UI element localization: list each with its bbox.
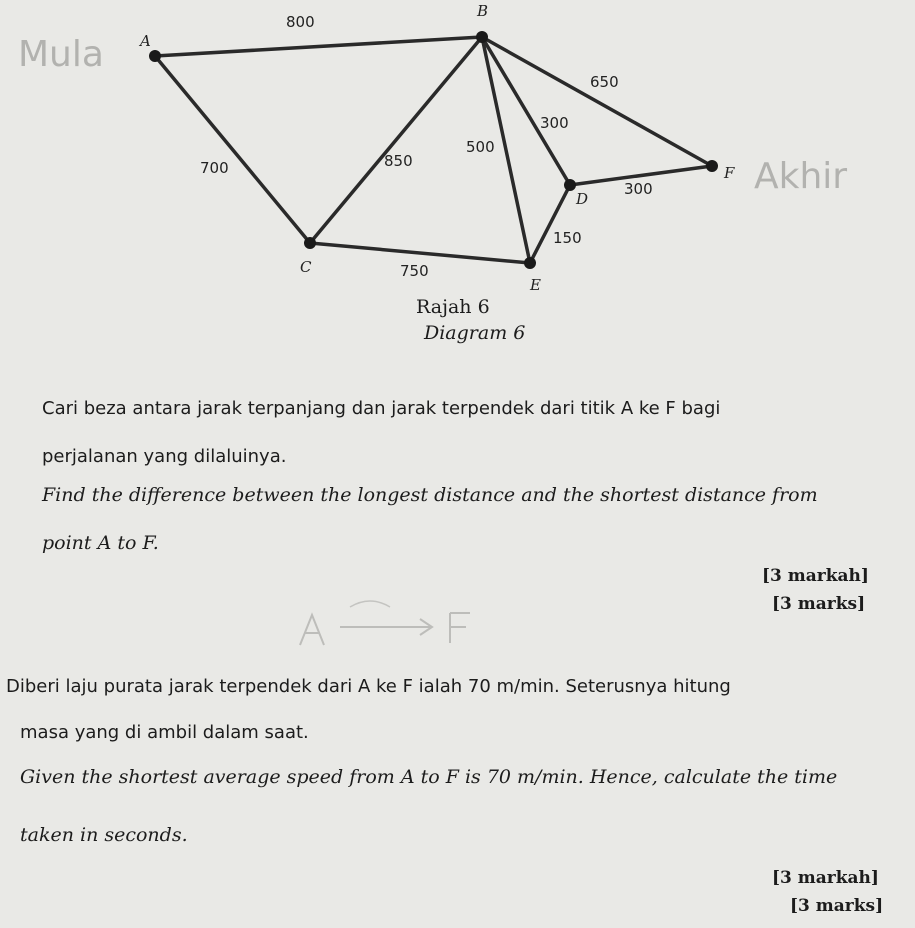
edge-A-B <box>155 37 482 56</box>
edge-label-CE: 750 <box>400 262 429 280</box>
node-E <box>524 257 536 269</box>
question-a-malay-line1: Cari beza antara jarak terpanjang dan jarak terpendek dari titik A ke F bagi <box>42 398 721 419</box>
edge-C-E <box>310 243 530 263</box>
node-B <box>476 31 488 43</box>
edge-label-AC: 700 <box>200 159 229 177</box>
edge-D-E <box>530 185 570 263</box>
edge-A-C <box>155 56 310 243</box>
label-node-F: F <box>724 164 735 182</box>
edge-label-BE: 500 <box>466 138 495 156</box>
edge-label-BC: 850 <box>384 152 413 170</box>
label-node-D: D <box>576 190 589 208</box>
edge-label-BD: 300 <box>540 114 569 132</box>
handwritten-start-label: Mula <box>18 34 104 75</box>
label-node-E: E <box>530 276 541 294</box>
question-a-marks-english: [3 marks] <box>772 594 866 614</box>
label-node-B: B <box>477 2 489 20</box>
question-b-marks-english: [3 marks] <box>790 896 884 916</box>
question-b-english-line1: Given the shortest average speed from A to F is 70 m/min. Hence, calculate the time <box>20 766 838 788</box>
edge-B-D <box>482 37 570 185</box>
edge-label-DE: 150 <box>553 229 582 247</box>
network-diagram <box>0 0 915 300</box>
edge-B-C <box>310 37 482 243</box>
diagram-caption-english: Diagram 6 <box>424 322 526 344</box>
edge-label-AB: 800 <box>286 13 315 31</box>
node-C <box>304 237 316 249</box>
node-D <box>564 179 576 191</box>
diagram-caption-malay: Rajah 6 <box>416 296 490 318</box>
edge-B-F <box>482 37 712 166</box>
question-b-malay-line2: masa yang di ambil dalam saat. <box>20 722 309 743</box>
pencil-arrow-sketch <box>280 585 500 655</box>
question-a-malay-line2: perjalanan yang dilaluinya. <box>42 446 287 467</box>
label-node-A: A <box>140 32 151 50</box>
label-node-C: C <box>300 258 312 276</box>
question-a-english-line2: point A to F. <box>42 532 159 554</box>
question-a-marks-malay: [3 markah] <box>762 566 869 586</box>
edge-label-BF: 650 <box>590 73 619 91</box>
node-F <box>706 160 718 172</box>
edge-label-DF: 300 <box>624 180 653 198</box>
question-b-marks-malay: [3 markah] <box>772 868 879 888</box>
question-b-english-line2: taken in seconds. <box>20 824 188 846</box>
question-a-english-line1: Find the difference between the longest distance and the shortest distance from <box>42 484 818 506</box>
node-A <box>149 50 161 62</box>
question-b-malay-line1: Diberi laju purata jarak terpendek dari A ke F ialah 70 m/min. Seterusnya hitung <box>6 676 731 697</box>
handwritten-end-label: Akhir <box>754 156 848 197</box>
